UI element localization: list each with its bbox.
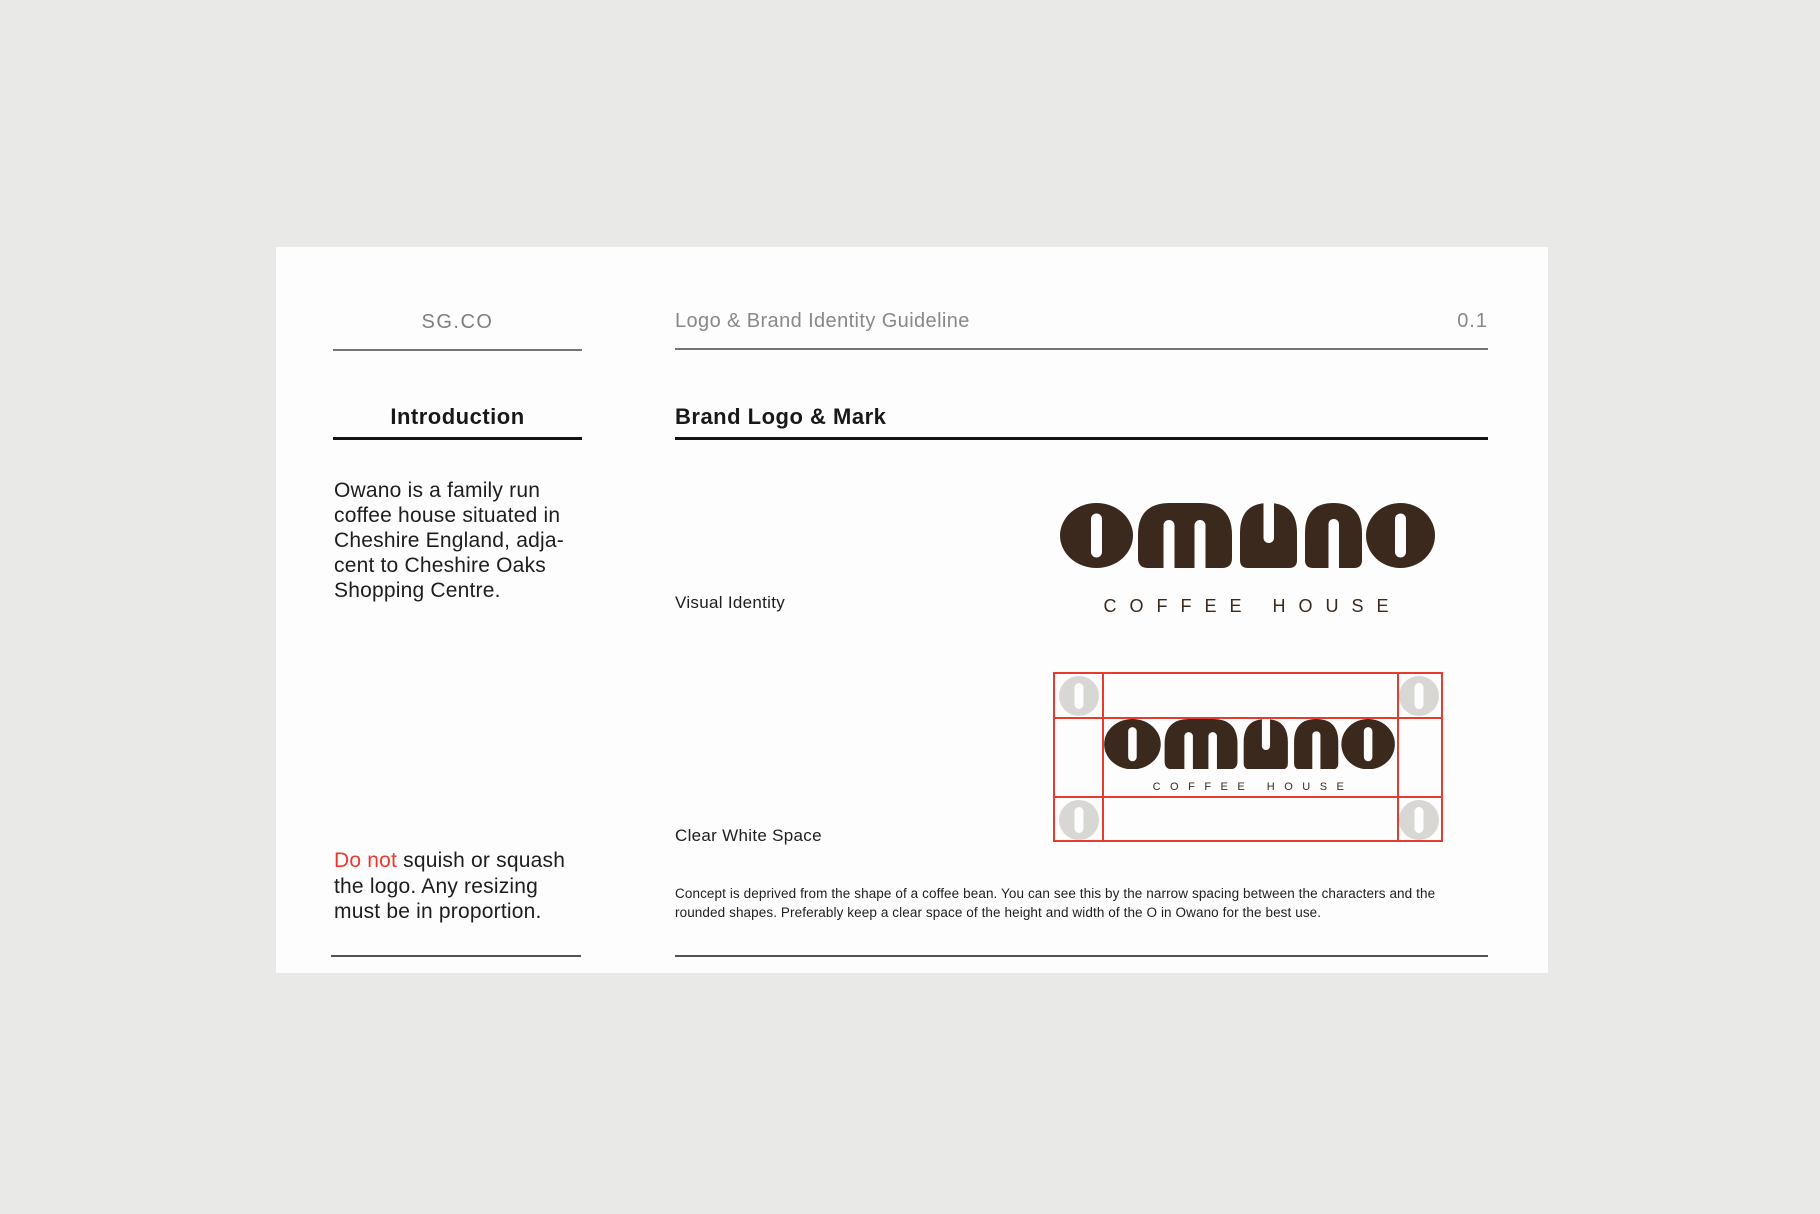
concept-paragraph: Concept is deprived from the shape of a coffee bean. You can see this by the narrow spacing between the characters and the rounded shapes. Preferably keep a clear space of the height and width of the O in Owano for the best use. [675, 886, 1436, 920]
brand-name: SG.CO [421, 311, 494, 333]
clear-space-guide-horizontal-bottom [1055, 796, 1441, 798]
document-title: Logo & Brand Identity Guideline [675, 310, 970, 332]
intro-line: Shopping Centre. [334, 579, 501, 602]
bean-o-glyph-top-left [1059, 676, 1099, 716]
introduction-paragraph [334, 478, 586, 603]
bean-o-glyph-top-right [1399, 676, 1439, 716]
intro-line: Owano is a family run [334, 479, 541, 502]
section-heading-introduction: Introduction [390, 404, 525, 429]
guideline-page-card [276, 247, 1548, 973]
owano-wordmark-logo [1060, 503, 1435, 568]
label-visual-identity: Visual Identity [675, 593, 786, 612]
intro-line: coffee house situated in [334, 504, 561, 527]
header-divider-right [675, 348, 1488, 350]
logo-tagline-small: COFFEE HOUSE [1152, 781, 1354, 794]
intro-line: Cheshire England, adja- [334, 529, 564, 552]
bean-o-glyph-bottom-right [1399, 800, 1439, 840]
heading-underline-right [675, 437, 1488, 440]
label-clear-white-space: Clear White Space [675, 826, 822, 845]
footer-divider-left [331, 955, 581, 957]
warning-text: squish or squash the logo. Any resizing must be in proportion. [334, 849, 566, 923]
page-number: 0.1 [1457, 310, 1488, 332]
intro-line: cent to Cheshire Oaks [334, 554, 546, 577]
logo-tagline: COFFEE HOUSE [1103, 596, 1402, 616]
bean-o-glyph-bottom-left [1059, 800, 1099, 840]
owano-logo-small-block [1102, 719, 1397, 793]
do-not-warning-paragraph [334, 848, 590, 925]
section-heading-brand-logo: Brand Logo & Mark [675, 404, 887, 429]
clear-space-diagram [1053, 672, 1443, 842]
owano-wordmark-logo-small [1104, 719, 1395, 769]
warning-highlight: Do not [334, 849, 398, 872]
header-divider-left [333, 349, 582, 351]
heading-underline-left [333, 437, 582, 440]
footer-divider-right [675, 955, 1488, 957]
owano-logo-block [1060, 503, 1435, 617]
